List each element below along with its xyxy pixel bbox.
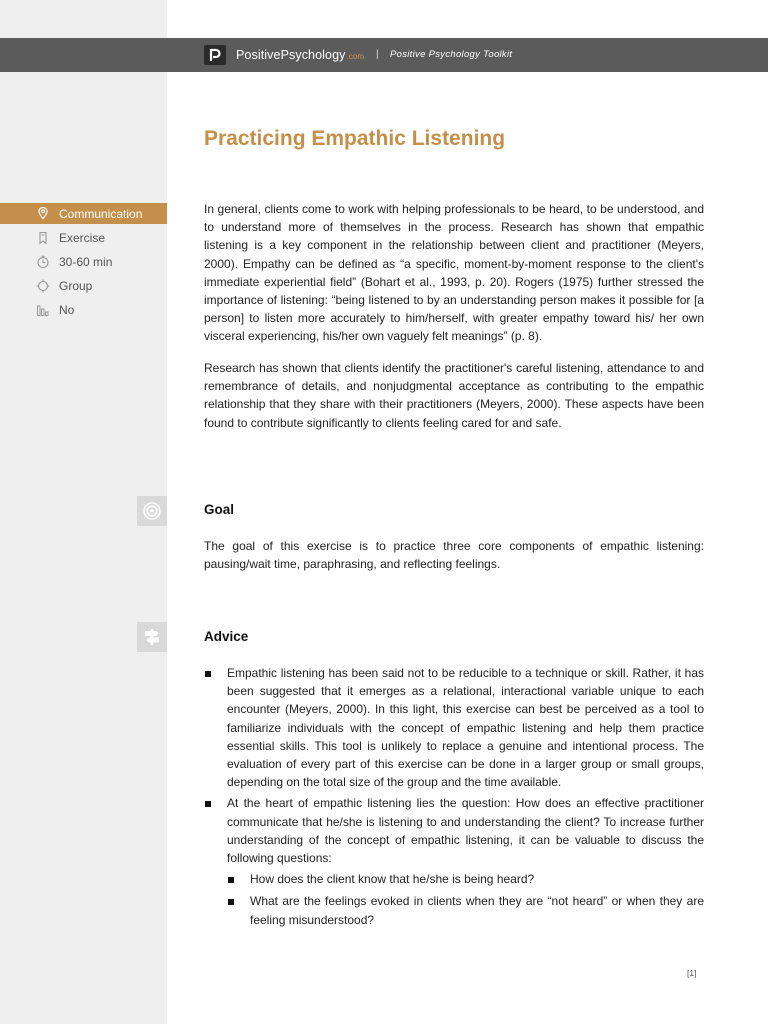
meta-label-category: Communication xyxy=(59,207,143,221)
advice-item-2-text: At the heart of empathic listening lies the question: How does an effective practitioner communicate that he/she is listening to and understanding the client? To increase further understanding of the concept of empathic listening, it can be valuable to discuss the following questions: xyxy=(227,796,704,866)
target-icon xyxy=(137,496,167,526)
advice-sub-item-1: How does the client know that he/she is being heard? xyxy=(227,870,704,888)
advice-sub-item-2: What are the feelings evoked in clients when they are “not heard” or when they are feeling misunderstood? xyxy=(227,892,704,928)
brand-logo-icon xyxy=(204,45,226,65)
crosshair-icon xyxy=(36,279,50,293)
goal-text: The goal of this exercise is to practice three core components of empathic listening: pausing/wait time, paraphrasing, and reflecting feelings. xyxy=(204,539,704,572)
advice-heading: Advice xyxy=(204,629,249,644)
goal-heading: Goal xyxy=(204,502,235,517)
signpost-icon xyxy=(137,622,167,652)
meta-label-type: Exercise xyxy=(59,231,106,245)
bar-chart-icon xyxy=(36,303,50,317)
bookmark-icon xyxy=(36,231,50,245)
header-separator: | xyxy=(376,49,379,60)
meta-label-difficulty: No xyxy=(59,303,75,317)
toolkit-label: Positive Psychology Toolkit xyxy=(390,49,513,60)
brand-name: PositivePsychology.com xyxy=(236,48,365,62)
advice-list xyxy=(204,664,704,933)
page-number: [1] xyxy=(687,968,697,978)
meta-label-setting: Group xyxy=(59,279,93,293)
brand-suffix: .com xyxy=(346,52,365,61)
meta-item-duration xyxy=(0,250,167,274)
header-bar xyxy=(0,38,768,72)
meta-item-difficulty xyxy=(0,298,167,322)
advice-item-2 xyxy=(204,794,704,928)
clock-icon xyxy=(36,255,50,269)
advice-item-1: Empathic listening has been said not to be reducible to a technique or skill. Rather, it has been suggested that it emerges as a relational, interactional variable unique to each encounter (Meyers, 2000). In this light, this exercise can best be perceived as a tool to familiarize individuals with the concept of empathic listening and help them practice essential skills. This tool is unlikely to replace a genuine and intentional process. The evaluation of every part of this exercise can be done in a larger group or small groups, depending on the total size of the group and the time available. xyxy=(204,664,704,791)
meta-item-type xyxy=(0,226,167,250)
intro-paragraph-2: Research has shown that clients identify the practitioner's careful listening, attendance to and remembrance of details, and nonjudgmental acceptance as contributing to the empathic relationship that they share with their practitioners (Meyers, 2000). These aspects have been found to contribute significantly to clients feeling cared for and safe. xyxy=(204,361,704,430)
page-title: Practicing Empathic Listening xyxy=(204,127,506,150)
meta-item-category xyxy=(0,203,167,224)
advice-sub-list xyxy=(227,870,704,929)
exercise-meta-list xyxy=(0,203,167,322)
intro-paragraph-1: In general, clients come to work with helping professionals to be heard, to be understood, and to understand more of themselves in the process. Research has shown that empathic listening is a key component in the relationship between client and practitioner (Meyers, 2000). Empathy can be defined as “a specific, moment-by-moment response to the client's immediate experiential field” (Bohart et al., 1993, p. 20). Rogers (1975) further stressed the importance of listening: “being listened to by an understanding person makes it possible for [a person] to listen more accurately to him/herself, with greater empathy toward his/ her own visceral experiencing, his/her own vaguely felt meanings” (p. 8). xyxy=(204,202,704,344)
meta-item-setting xyxy=(0,274,167,298)
location-pin-icon xyxy=(36,206,50,220)
meta-label-duration: 30-60 min xyxy=(59,255,113,269)
